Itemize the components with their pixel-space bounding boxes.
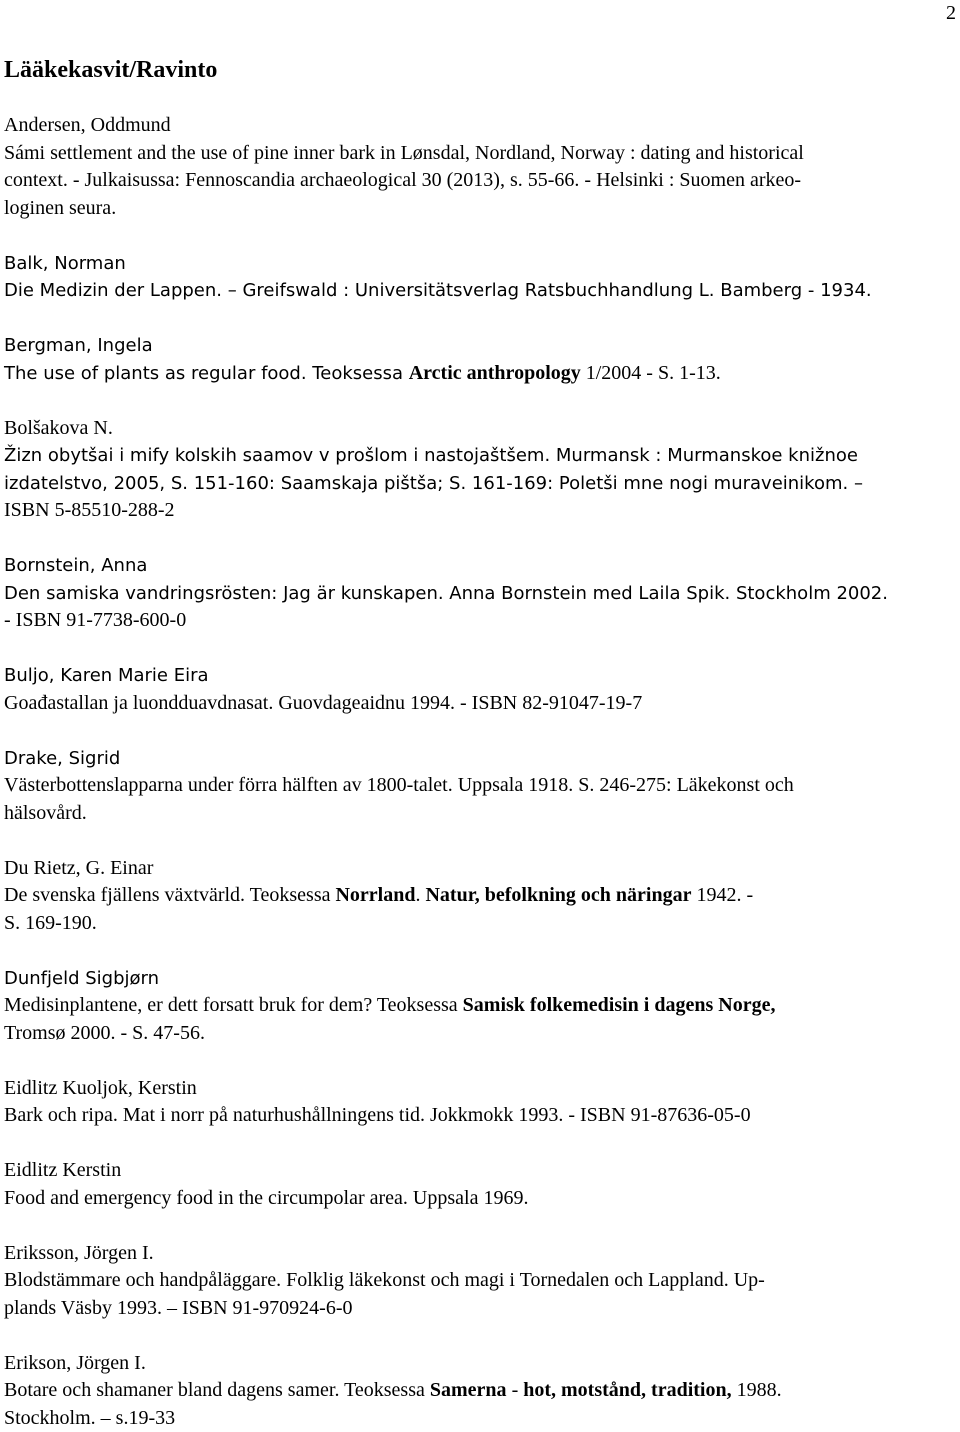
bibliography-entry xyxy=(4,112,956,222)
entry-author: Eidlitz Kerstin xyxy=(4,1157,956,1185)
entry-text: Botare och shamaner bland dagens samer. Teoksessa Samerna - hot, motstånd, tradition, 1988. xyxy=(4,1377,956,1405)
section-heading: Lääkekasvit/Ravinto xyxy=(4,56,217,84)
entry-author: Erikson, Jörgen I. xyxy=(4,1350,956,1378)
entry-text: Blodstämmare och handpåläggare. Folklig läkekonst och magi i Tornedalen och Lappland. Up- xyxy=(4,1267,956,1295)
entry-text: Food and emergency food in the circumpolar area. Uppsala 1969. xyxy=(4,1185,956,1213)
entry-text: S. 169-190. xyxy=(4,910,956,938)
entry-text: Goađastallan ja luondduavdnasat. Guovdageaidnu 1994. - ISBN 82-91047-19-7 xyxy=(4,690,956,718)
entry-text: Medisinplantene, er dett forsatt bruk for dem? Teoksessa Samisk folkemedisin i dagens Norge, xyxy=(4,992,956,1020)
bibliography-entry xyxy=(4,250,956,305)
entry-text: izdatelstvo, 2005, S. 151-160: Saamskaja pištša; S. 161-169: Poletši mne nogi muraveinikom. – xyxy=(4,470,956,498)
entry-author: Bolšakova N. xyxy=(4,415,956,443)
bibliography-entry xyxy=(4,1157,956,1212)
entry-text: Die Medizin der Lappen. – Greifswald : Universitätsverlag Ratsbuchhandlung L. Bamberg - 1934. xyxy=(4,277,956,305)
bibliography-entry xyxy=(4,745,956,828)
entry-text: ISBN 5-85510-288-2 xyxy=(4,497,956,525)
entry-text: context. - Julkaisussa: Fennoscandia archaeological 30 (2013), s. 55-66. - Helsinki : Suomen arkeo- xyxy=(4,167,956,195)
entry-text: De svenska fjällens växtvärld. Teoksessa Norrland. Natur, befolkning och näringar 1942. - xyxy=(4,882,956,910)
entry-author: Drake, Sigrid xyxy=(4,745,956,773)
bibliography-entry xyxy=(4,332,956,387)
entry-text: Den samiska vandringsrösten: Jag är kunskapen. Anna Bornstein med Laila Spik. Stockholm 2002. xyxy=(4,580,956,608)
entry-author: Dunfjeld Sigbjørn xyxy=(4,965,956,993)
entry-author: Bornstein, Anna xyxy=(4,552,956,580)
bibliography-entry xyxy=(4,1240,956,1323)
bibliography-entry xyxy=(4,1350,956,1432)
entry-text: - ISBN 91-7738-600-0 xyxy=(4,607,956,635)
bibliography-entry xyxy=(4,965,956,1048)
entry-author: Buljo, Karen Marie Eira xyxy=(4,662,956,690)
page-number: 2 xyxy=(946,2,956,24)
entry-author: Balk, Norman xyxy=(4,250,956,278)
bibliography-entry xyxy=(4,552,956,635)
entry-text: Tromsø 2000. - S. 47-56. xyxy=(4,1020,956,1048)
entry-text: Bark och ripa. Mat i norr på naturhushållningens tid. Jokkmokk 1993. - ISBN 91-87636-05-0 xyxy=(4,1102,956,1130)
entry-author: Andersen, Oddmund xyxy=(4,112,956,140)
entry-text: Sámi settlement and the use of pine inner bark in Lønsdal, Nordland, Norway : dating and historical xyxy=(4,140,956,168)
entry-text: The use of plants as regular food. Teoksessa Arctic anthropology 1/2004 - S. 1-13. xyxy=(4,360,956,388)
entry-author: Eriksson, Jörgen I. xyxy=(4,1240,956,1268)
entry-text: hälsovård. xyxy=(4,800,956,828)
entry-author: Du Rietz, G. Einar xyxy=(4,855,956,883)
bibliography-entry xyxy=(4,855,956,938)
bibliography-entry xyxy=(4,415,956,525)
entry-text: loginen seura. xyxy=(4,195,956,223)
entry-text: Västerbottenslapparna under förra hälften av 1800-talet. Uppsala 1918. S. 246-275: Läkekonst och xyxy=(4,772,956,800)
entry-text: Žizn obytšai i mify kolskih saamov v prošlom i nastojaštšem. Murmansk : Murmanskoe knižnoe xyxy=(4,442,956,470)
bibliography-list xyxy=(4,112,956,1432)
bibliography-entry xyxy=(4,662,956,717)
entry-text: plands Väsby 1993. – ISBN 91-970924-6-0 xyxy=(4,1295,956,1323)
entry-author: Bergman, Ingela xyxy=(4,332,956,360)
bibliography-entry xyxy=(4,1075,956,1130)
entry-text: Stockholm. – s.19-33 xyxy=(4,1405,956,1432)
entry-author: Eidlitz Kuoljok, Kerstin xyxy=(4,1075,956,1103)
